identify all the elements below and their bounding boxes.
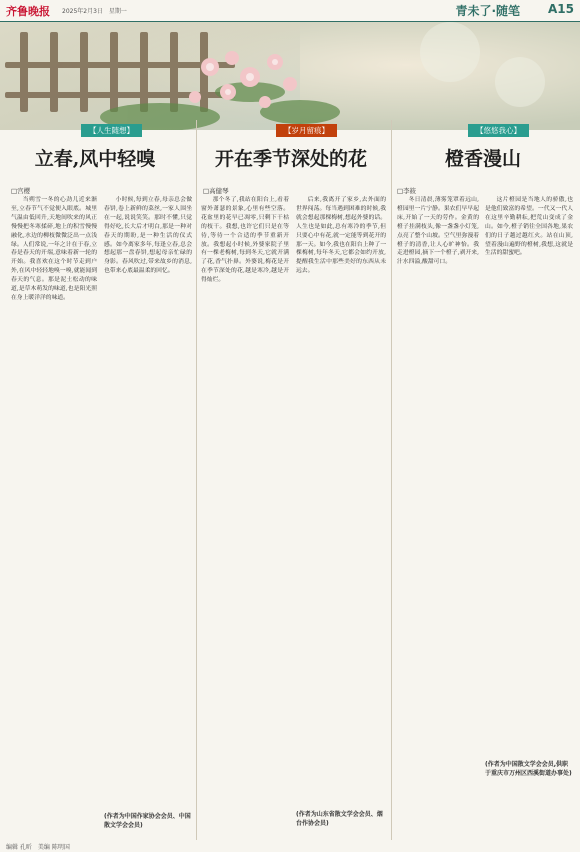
article-author: □高健琴 — [203, 187, 229, 195]
issue-date: 2025年2月3日 星期一 — [62, 8, 127, 15]
article-body-text: 那个冬了,我站在阳台上,看着窗外萧瑟的景象,心里有些空落。花盆里的花早已凋零,只剩下干枯的枝干。我想,也许它们只是在等待,等待一个合适的季节重新开放。我想起小时候,外婆家院子里有一棵老梅树,每到冬天,它就开满了花,香气扑鼻。外婆说,梅花是开在季节深处的花,越是寒冷,越是开得灿烂。 — [201, 197, 289, 284]
header-photo-bench-flowers — [0, 22, 580, 130]
article-title: 橙香漫山 — [444, 148, 521, 170]
page-number: A15 — [548, 2, 574, 16]
author-credit: (作者为山东省散文学会会员、烟台作协会员) — [296, 811, 383, 827]
article-body-text: 后来,我离开了家乡,去外面的世界闯荡。每当遇到困难的时候,我就会想起那棵梅树,想起外婆的话。人生也是如此,总有寒冷的季节,但只要心中有花,就一定能等到花开的那一天。如今,我也在阳台上种了一棵梅树,每年冬天,它都会如约开放,提醒我生活中那些美好的东西从未远去。 — [296, 197, 386, 275]
column-divider — [196, 120, 197, 840]
article-title: 立春,风中轻嗅 — [34, 148, 156, 170]
article-body-text: 冬日清晨,薄雾笼罩着远山,橙园里一片宁静。果农们早早起床,开始了一天的劳作。金黄的橙子挂满枝头,像一盏盏小灯笼,点亮了整个山坡。空气里弥漫着橙子的清香,让人心旷神怡。我走进橙园,摘下一个橙子,剥开来,汁水四溢,酸甜可口。 — [397, 197, 479, 266]
article-body-text: 小时候,每到立春,母亲总会做春饼,卷上新鲜的菜丝,一家人围坐在一起,说说笑笑。那时不懂,只觉得好吃,长大后才明白,那是一种对春天的期盼,是一种生活的仪式感。如今离家多年,每逢立春,总会想起那一盘春饼,想起母亲忙碌的身影。春风吹过,带来故乡的消息,也带来心底最温柔的回忆。 — [104, 197, 192, 275]
article-title: 开在季节深处的花 — [214, 148, 367, 170]
article-body-text: 当朔雪一冬的心劲儿近来渐至,立春节气不觉便入眼底。城里气温由低回升,天地间吹来的风正慢慢把冬寒揉碎,地上的积雪慢慢融化,水边的柳枝微微泛出一点浅绿。人们常说,一年之计在于春,立春是春天的开端,意味着新一轮的开始。我喜欢在这个时节走到户外,在风中轻轻地嗅一嗅,就能闻到春天的气息。那是泥土松动的味道,是草木萌发的味道,也是阳光照在身上暖洋洋的味道。 — [11, 197, 97, 301]
masthead: 齐鲁晚报 — [6, 5, 50, 18]
column-tag: 【人生随想】 — [81, 124, 142, 137]
page-header — [0, 0, 580, 20]
editor-credits: 编辑 孔昕 美编 陈明国 — [6, 844, 70, 851]
column-divider — [391, 120, 392, 840]
article-author: □宫樱 — [11, 187, 31, 195]
column-tag: 【岁月留痕】 — [276, 124, 337, 137]
author-credit: (作者为中国作家协会会员、中国散文学会会员) — [104, 813, 191, 829]
column-tag: 【悠悠我心】 — [468, 124, 529, 137]
author-credit: (作者为中国散文学会会员,供职于重庆市万州区西溪街道办事处) — [485, 761, 572, 777]
article-author: □李筱 — [397, 187, 417, 195]
article-body-text: 这片橙园是当地人的骄傲,也是他们致富的希望。一代又一代人在这里辛勤耕耘,把荒山变成了金山。如今,橙子销往全国各地,果农们的日子越过越红火。站在山顶,望着漫山遍野的橙树,我想,这就是生活的甜蜜吧。 — [485, 197, 573, 257]
section-name: 青未了·随笔 — [455, 4, 520, 18]
